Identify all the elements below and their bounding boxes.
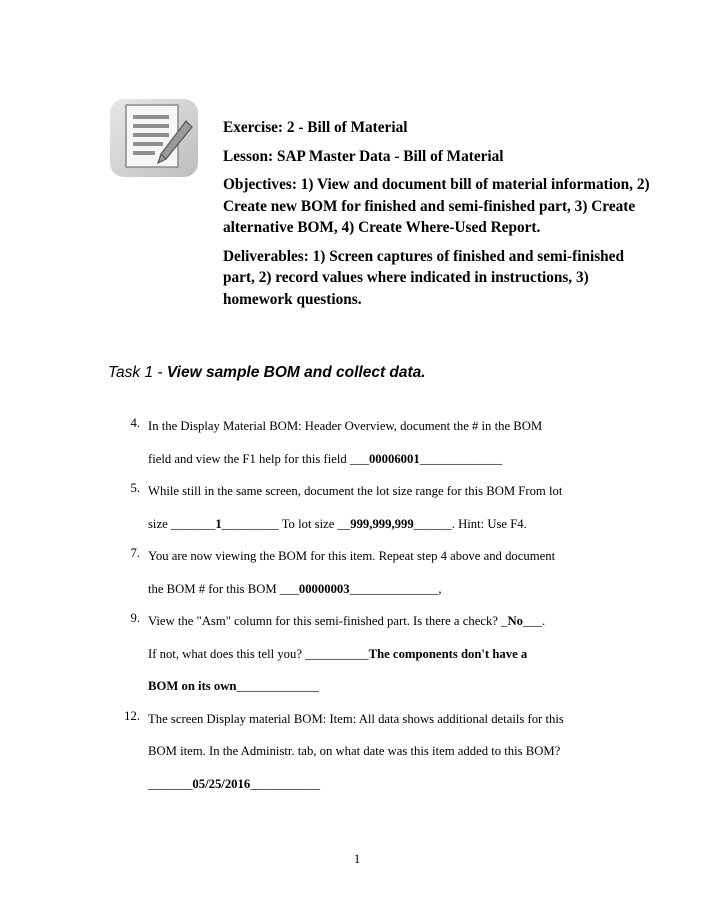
list-item [107, 481, 627, 546]
answer-value: 05/25/2016 [192, 776, 251, 791]
answer-value: 00006001 [368, 451, 420, 466]
list-item [107, 709, 627, 807]
objectives: Objectives: 1) View and document bill of material information, 2) Create new BOM for finished and semi-finished part, 3) Create alternative BOM, 4) Create Where-Used Report. [223, 176, 650, 236]
list-item [107, 416, 627, 481]
task-number: Task 1 [108, 364, 154, 381]
item-text: _______05/25/2016___________ [148, 776, 320, 791]
item-text: size _______1_________ To lot size __999,999,999______. Hint: Use F4. [148, 516, 527, 531]
item-text: The screen Display material BOM: Item: All data shows additional details for this [148, 711, 564, 726]
task-dash: - [157, 364, 163, 381]
task-title: View sample BOM and collect data. [166, 364, 426, 381]
task-heading [108, 364, 426, 382]
document-pencil-icon [108, 97, 200, 179]
lesson-title: Lesson: SAP Master Data - Bill of Material [223, 147, 504, 165]
item-text: BOM on its own_____________ [148, 679, 319, 693]
answer-value: No [507, 614, 523, 628]
answer-value: The components don't have a [368, 646, 528, 661]
item-text: BOM item. In the Administr. tab, on what date was this item added to this BOM? [148, 744, 561, 758]
item-number: 7. [130, 546, 140, 560]
item-text: If not, what does this tell you? __________The components don't have a [148, 646, 528, 661]
exercise-title: Exercise: 2 - Bill of Material [223, 119, 408, 136]
instruction-list [107, 416, 627, 806]
item-text: While still in the same screen, document the lot size range for this BOM From lot [148, 484, 563, 498]
list-item [107, 611, 627, 709]
answer-value: 00000003 [298, 581, 350, 596]
item-number: 5. [130, 481, 140, 495]
answer-value: BOM on its own [148, 679, 237, 693]
item-text: In the Display Material BOM: Header Overview, document the # in the BOM [148, 419, 543, 433]
exercise-header [223, 117, 653, 317]
page-number: 1 [353, 852, 361, 866]
item-number: 9. [130, 611, 140, 625]
item-text: field and view the F1 help for this field ___00006001_____________ [148, 451, 503, 466]
item-text: You are now viewing the BOM for this item. Repeat step 4 above and document [148, 549, 556, 563]
item-number: 12. [124, 708, 140, 723]
deliverables: Deliverables: 1) Screen captures of finished and semi-finished part, 2) record values where indicated in instructions, 3) homework questions. [223, 247, 624, 308]
item-number: 4. [130, 416, 140, 430]
answer-value: 999,999,999 [350, 516, 414, 531]
item-text: the BOM # for this BOM ___00000003______________, [148, 581, 442, 596]
list-item [107, 546, 627, 611]
item-text: View the "Asm" column for this semi-finished part. Is there a check? _No___. [148, 614, 546, 628]
answer-value: 1 [215, 516, 222, 531]
